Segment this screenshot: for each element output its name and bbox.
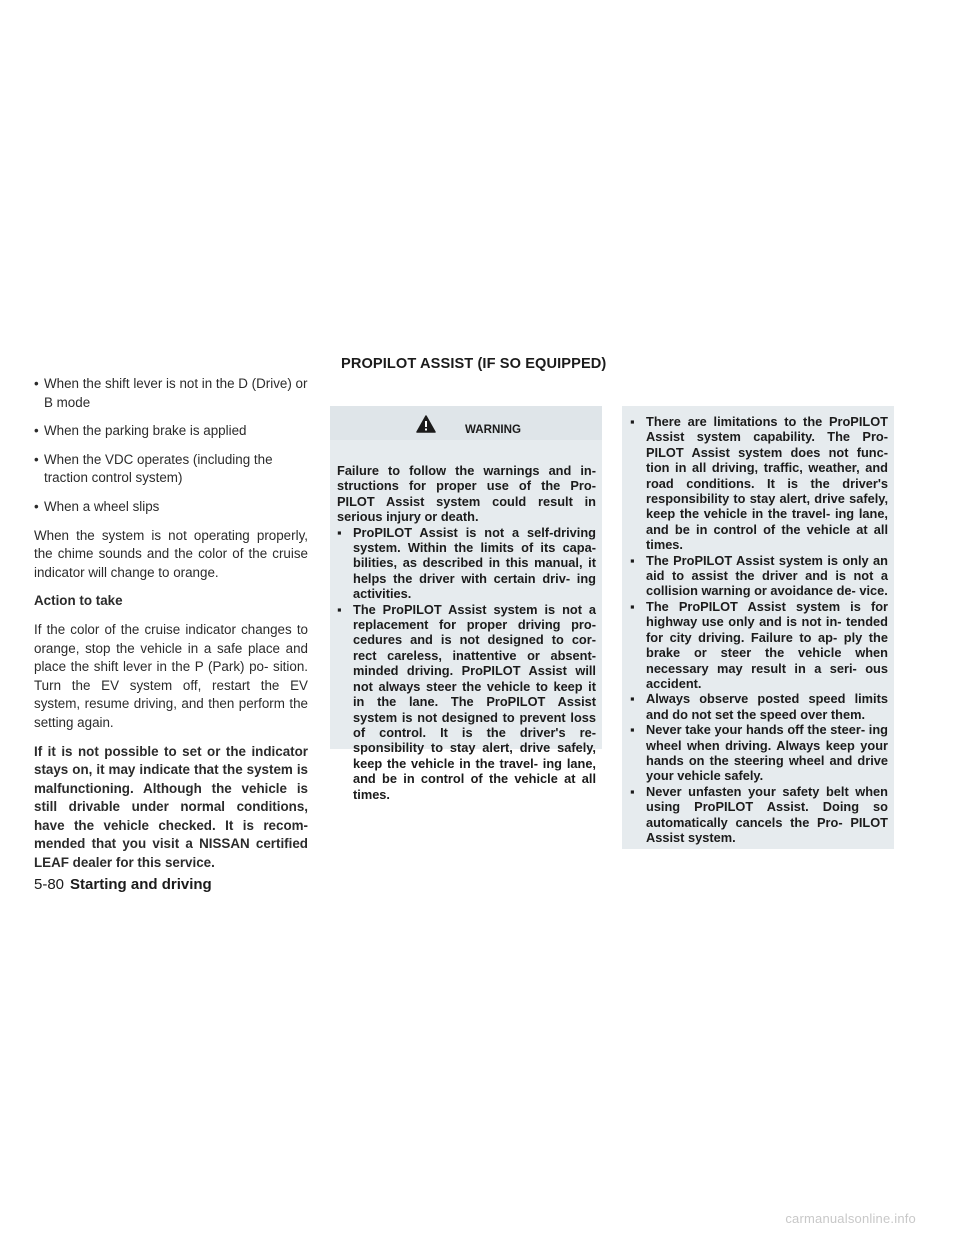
list-item-text: Never take your hands off the steer- ing wheel when driving. Always keep your hands on the steering wheel and drive your vehicle safely. (646, 722, 888, 784)
list-item: • When a wheel slips (34, 498, 160, 514)
list-item-text: When the VDC operates (including the traction control system) (44, 451, 273, 486)
list-item: • When the parking brake is applied (34, 423, 247, 439)
page-footer (34, 876, 212, 893)
warning-text-left (337, 463, 596, 802)
list-item-text: When the shift lever is not in the D (Drive) or B mode (44, 376, 308, 410)
list-item: ▪ Never unfasten your safety belt when using ProPILOT Assist. Doing so automatically cancels the Pro- PILOT Assist system. (630, 783, 888, 845)
list-item: ▪ The ProPILOT Assist system is for highway use only and is not in- tended for city driving. Failure to ap- ply the brake or steer the vehicle when necessary may result in a seri- ous accident. (630, 598, 888, 691)
warning-title: WARNING (465, 423, 522, 436)
list-item-text: When the parking brake is applied (44, 423, 247, 439)
warning-triangle-icon (416, 415, 436, 433)
warning-list-right (630, 414, 888, 845)
watermark: carmanualsonline.info (785, 1211, 916, 1226)
list-item: ▪ Never take your hands off the steer- ing wheel when driving. Always keep your hands on the steering wheel and drive your vehicle safely. (630, 722, 888, 784)
warning-text-right (630, 414, 888, 845)
warning-panel (330, 406, 894, 849)
paragraph-malfunction: If it is not possible to set or the indicator stays on, it may indicate that the system is malfunctioning. Although the vehicle is still drivable under normal conditions, have the vehicle checked. It is recom- mended that you visit a NISSAN certified LEAF dealer for this service. (34, 743, 308, 871)
list-item: ▪ The ProPILOT Assist system is not a replacement for proper driving pro- cedures and is not designed to cor- rect careless, inattentive or absent- minded driving. ProPILOT Assist will not always steer the vehicle to keep it in the lane. The ProPILOT Assist system is not designed to prevent loss of control. It is the driver's re- sponsibility to stay alert, drive safely, keep the vehicle in the travel- ing lane, and be in control of the vehicle at all times. (337, 601, 596, 802)
condition-list (34, 375, 308, 517)
list-item: ▪ The ProPILOT Assist system is only an aid to assist the driver and is not a collision warning or avoidance de- vice. (630, 552, 888, 599)
warning-list-left (337, 525, 596, 802)
section-heading: PROPILOT ASSIST (IF SO EQUIPPED) (341, 356, 607, 372)
list-item: • When the VDC operates (including the traction control system) (34, 451, 273, 486)
list-item: • When the shift lever is not in the D (Drive) or B mode (34, 376, 308, 410)
chapter-title: Starting and driving (70, 876, 212, 893)
warning-header (330, 406, 602, 440)
list-item-text: ProPILOT Assist is not a self-driving system. Within the limits of its capa- bilities, as described in this manual, it helps the driver with certain driv- ing activities. (353, 524, 596, 602)
list-item-text: The ProPILOT Assist system is not a replacement for proper driving pro- cedures and is not designed to cor- rect careless, inattentive or absent- minded driving. ProPILOT Assist will not always steer the vehicle to keep it in the lane. The ProPILOT Assist system is not designed to prevent loss of control. It is the driver's re- sponsibility to stay alert, drive safely, keep the vehicle in the travel- ing lane, and be in control of the vehicle at all times. (353, 601, 596, 802)
list-item-text: Always observe posted speed limits and do not set the speed over them. (646, 691, 888, 722)
list-item-text: There are limitations to the ProPILOT Assist system capability. The Pro- PILOT Assist system does not func- tion in all driving, traffic, weather, and road conditions. It is the driver's responsibility to stay alert, drive safely, keep the vehicle in the travel- ing lane, and be in control of the vehicle at all times. (646, 414, 888, 553)
paragraph-not-operating: When the system is not operating properly, the chime sounds and the color of the cruise indicator will change to orange. (34, 527, 308, 580)
list-item: ▪ ProPILOT Assist is not a self-driving system. Within the limits of its capa- bilities, as described in this manual, it helps the driver with certain driv- ing activities. (337, 524, 596, 602)
left-column (34, 375, 308, 883)
warning-intro: Failure to follow the warnings and in- structions for proper use of the Pro- PILOT Assist system could result in serious injury or death. (337, 463, 596, 525)
list-item-text: The ProPILOT Assist system is only an aid to assist the driver and is not a collision warning or avoidance de- vice. (646, 552, 888, 599)
list-item: ▪ There are limitations to the ProPILOT Assist system capability. The Pro- PILOT Assist system does not func- tion in all driving, traffic, weather, and road conditions. It is the driver's responsibility to stay alert, drive safely, keep the vehicle in the travel- ing lane, and be in control of the vehicle at all times. (630, 414, 888, 553)
list-item-text: When a wheel slips (44, 498, 160, 514)
paragraph-action: If the color of the cruise indicator changes to orange, stop the vehicle in a safe place and place the shift lever in the P (Park) po- sition. Turn the EV system off, restart the EV system, resume driving, and then perform the setting again. (34, 621, 308, 730)
page-number: 5-80 (34, 876, 65, 893)
list-item-text: The ProPILOT Assist system is for highway use only and is not in- tended for city driving. Failure to ap- ply the brake or steer the vehicle when necessary may result in a seri- ous accident. (646, 598, 888, 691)
list-item-text: Never unfasten your safety belt when using ProPILOT Assist. Doing so automatically cancels the Pro- PILOT Assist system. (646, 783, 888, 845)
list-item: ▪ Always observe posted speed limits and do not set the speed over them. (630, 691, 888, 722)
subheading-action: Action to take (34, 593, 123, 609)
